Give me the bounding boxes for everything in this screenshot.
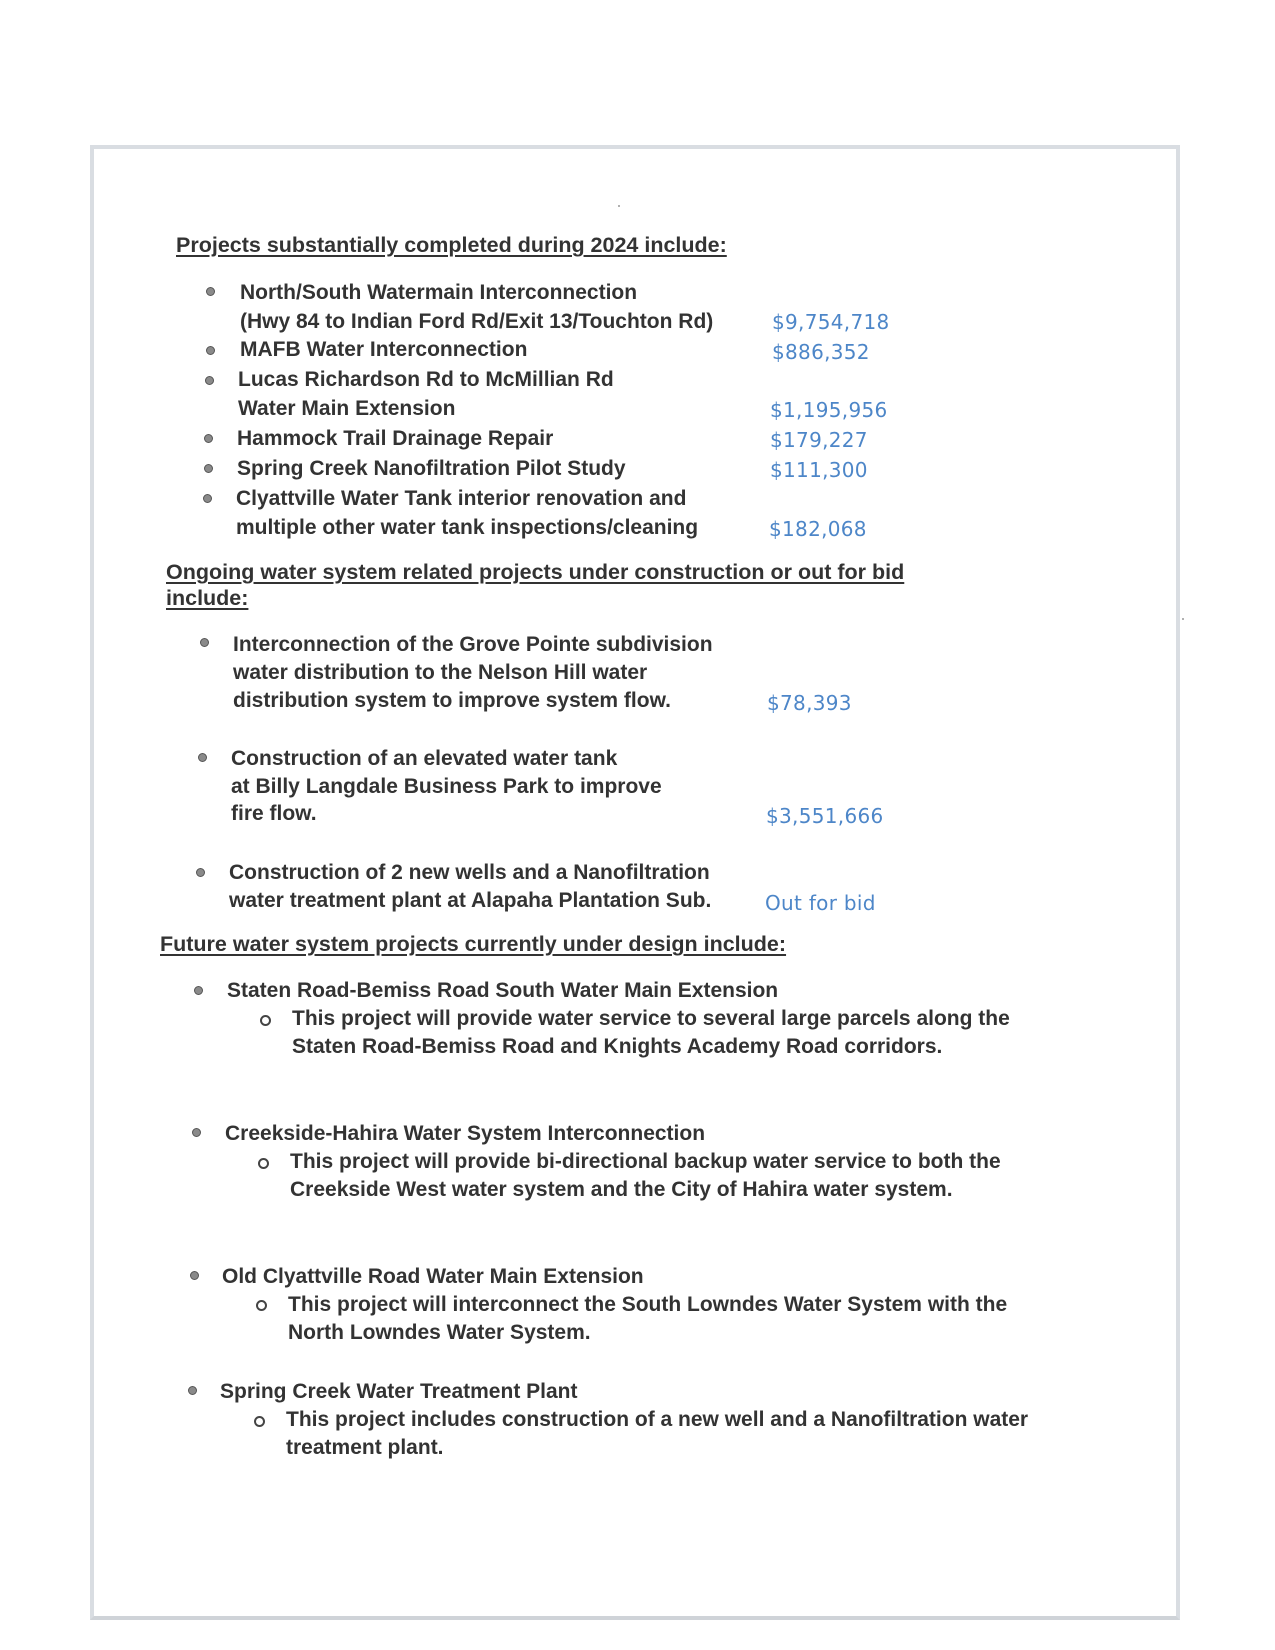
- item-amount: $3,551,666: [766, 804, 884, 828]
- bullet-icon: [194, 986, 203, 995]
- bullet-icon: [188, 1386, 197, 1395]
- bullet-icon: [198, 753, 207, 762]
- item-title-cont: multiple other water tank inspections/cleaning: [236, 516, 699, 539]
- item-title: Creekside-Hahira Water System Interconnection: [225, 1122, 706, 1145]
- scan-speck: [1182, 618, 1184, 620]
- item-detail: This project includes construction of a new well and a Nanofiltration water treatment plant.: [286, 1408, 1029, 1459]
- bullet-icon: [204, 464, 213, 473]
- item-title: MAFB Water Interconnection: [240, 338, 528, 361]
- item-title-cont: water treatment plant at Alapaha Plantation Sub.: [229, 889, 712, 912]
- item-amount: $9,754,718: [772, 310, 890, 334]
- item-amount: $179,227: [770, 428, 868, 452]
- sub-bullet-icon: [256, 1300, 267, 1311]
- bullet-icon: [206, 287, 215, 296]
- bullet-icon: [200, 638, 209, 647]
- item-amount: $886,352: [772, 340, 870, 364]
- item-title: Spring Creek Water Treatment Plant: [220, 1380, 578, 1403]
- bullet-icon: [205, 376, 214, 385]
- item-title: Construction of 2 new wells and a Nanofiltration: [229, 861, 710, 884]
- scan-speck: [618, 205, 620, 207]
- item-detail: This project will provide bi-directional backup water service to both the Creekside West water system and the City of Hahira water system.: [290, 1150, 1001, 1201]
- item-title-cont: fire flow.: [231, 802, 317, 825]
- sub-bullet-icon: [254, 1416, 265, 1427]
- bullet-icon: [190, 1271, 199, 1280]
- item-title: Lucas Richardson Rd to McMillian Rd: [238, 368, 614, 391]
- item-amount: $111,300: [770, 458, 868, 482]
- item-title: Clyattville Water Tank interior renovation and: [236, 487, 687, 510]
- item-title-cont: water distribution to the Nelson Hill water: [233, 661, 648, 684]
- completed-projects-heading: Projects substantially completed during 2024 include:: [176, 233, 727, 257]
- item-detail: This project will provide water service to several large parcels along the Staten Road-Bemiss Road and Knights Academy Road corridors.: [292, 1007, 1010, 1058]
- item-title: Staten Road-Bemiss Road South Water Main Extension: [227, 979, 779, 1002]
- item-detail: This project will interconnect the South Lowndes Water System with the North Lowndes Water System.: [288, 1293, 1008, 1344]
- item-amount: $182,068: [769, 517, 867, 541]
- ongoing-projects-heading: Ongoing water system related projects under construction or out for bid: [166, 560, 905, 584]
- ongoing-projects-heading-cont: include:: [166, 586, 249, 610]
- item-title: Interconnection of the Grove Pointe subdivision: [233, 633, 713, 656]
- item-title-cont: (Hwy 84 to Indian Ford Rd/Exit 13/Touchton Rd): [240, 310, 714, 333]
- sub-bullet-icon: [258, 1158, 269, 1169]
- item-title: North/South Watermain Interconnection: [240, 281, 638, 304]
- item-amount: $1,195,956: [770, 398, 888, 422]
- item-title: Spring Creek Nanofiltration Pilot Study: [237, 457, 626, 480]
- item-title-cont: at Billy Langdale Business Park to improve: [231, 775, 662, 798]
- item-title-cont: distribution system to improve system flow.: [233, 689, 671, 712]
- item-status: Out for bid: [765, 891, 876, 915]
- item-title-cont: Water Main Extension: [238, 397, 456, 420]
- bullet-icon: [204, 434, 213, 443]
- sub-bullet-icon: [260, 1015, 271, 1026]
- item-amount: $78,393: [767, 691, 852, 715]
- item-title: Old Clyattville Road Water Main Extension: [222, 1265, 644, 1288]
- bullet-icon: [203, 494, 212, 503]
- bullet-icon: [206, 346, 215, 355]
- bullet-icon: [196, 868, 205, 877]
- item-title: Construction of an elevated water tank: [231, 747, 618, 770]
- bullet-icon: [192, 1128, 201, 1137]
- item-title: Hammock Trail Drainage Repair: [237, 427, 554, 450]
- future-projects-heading: Future water system projects currently under design include:: [160, 932, 787, 956]
